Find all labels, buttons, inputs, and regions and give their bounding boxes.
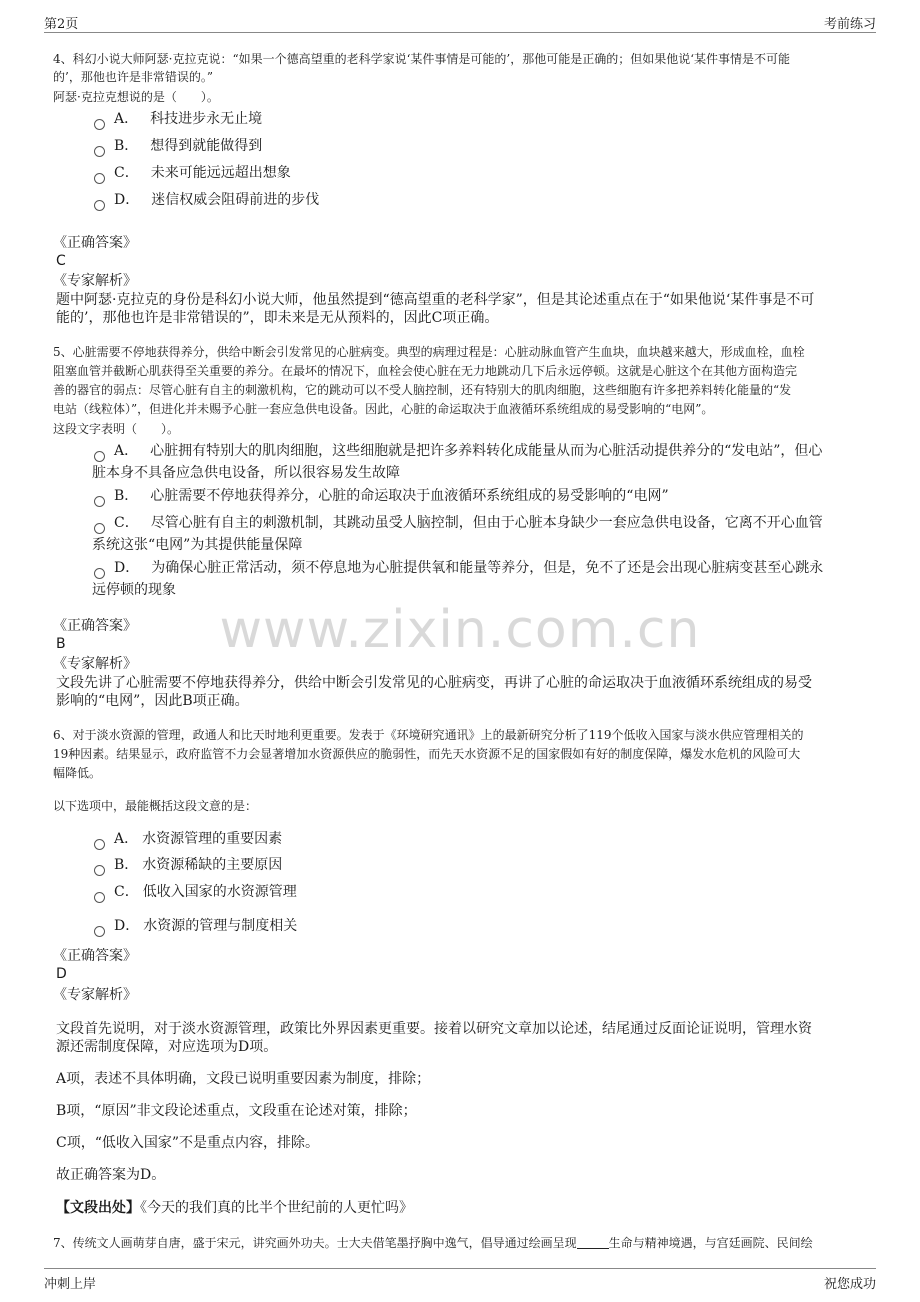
q4-stem-line1: 4、科幻小说大师阿瑟·克拉克说：“如果一个德高望重的老科学家说‘某件事情是可能的’，那他可能是正确的；但如果他说‘某件事情是不可能 [53,52,791,66]
q6-option-c[interactable]: C． 低收入国家的水资源管理 [114,884,297,900]
q6-stem-line4: 以下选项中，最能概括这段文意的是： [53,799,258,813]
q6-answer: D [56,966,67,982]
q4-analysis-line1: 题中阿瑟·克拉克的身份是科幻小说大师，他虽然提到“德高望重的老科学家”，但是其论述重点在于“如果他说‘某件事是不可 [56,292,815,308]
q6-option-d-radio[interactable] [94,926,105,937]
q6-option-c-radio[interactable] [94,892,105,903]
q6-stem-line1: 6、对于淡水资源的管理，政通人和比天时地利更重要。发表于《环境研究通讯》上的最新研究分析了119个低收入国家与淡水供应管理相关的 [53,728,804,742]
q6-stem-line2: 19种因素。结果显示，政府监管不力会显著增加水资源供应的脆弱性，而先天水资源不足的国家假如有好的制度保障，爆发水危机的风险可大 [53,747,801,761]
q5-stem-line4: 电站（线粒体）”，但进化并未赐予心脏一套应急供电设备。因此，心脏的命运取决于血液循环系统组成的易受影响的“电网”。 [53,402,714,416]
q4-stem-line2: 的’，那他也许是非常错误的。” [53,70,213,84]
q5-option-a-line1[interactable]: A． 心脏拥有特别大的肌肉细胞，这些细胞就是把许多养料转化成能量从而为心脏活动提供养分的“发电站”，但心 [114,443,823,459]
q6-analysis-option-c: C项，“低收入国家”不是重点内容，排除。 [56,1135,320,1151]
q5-stem-line1: 5、心脏需要不停地获得养分，供给中断会引发常见的心脏病变。典型的病理过程是：心脏动脉血管产生血块，血块越来越大，形成血栓，血栓 [53,345,805,359]
q6-stem-line3: 幅降低。 [53,766,102,780]
q6-option-a-radio[interactable] [94,839,105,850]
q4-analysis-heading: 《专家解析》 [53,273,137,289]
q5-option-d-line1[interactable]: D． 为确保心脏正常活动，须不停息地为心脏提供氧和能量等养分，但是，免不了还是会出现心脏病变甚至心跳永 [114,560,824,576]
q5-option-c-line1[interactable]: C． 尽管心脏有自主的刺激机制，其跳动虽受人脑控制，但由于心脏本身缺少一套应急供电设备，它离不开心血管 [114,515,823,531]
header-title: 考前练习 [823,17,876,32]
q4-option-c-radio[interactable] [94,173,105,184]
q4-stem-line3: 阿瑟·克拉克想说的是（ ）。 [53,90,219,104]
q6-analysis-heading: 《专家解析》 [53,987,137,1003]
q6-option-b-radio[interactable] [94,865,105,876]
q4-option-d[interactable]: D． 迷信权威会阻碍前进的步伐 [114,192,320,208]
footer-right: 祝您成功 [823,1277,876,1292]
q5-stem-line3: 善的器官的弱点：尽管心脏有自主的刺激机构，它的跳动可以不受人脑控制，还有特别大的肌肉细胞，这些细胞有许多把养料转化能量的“发 [53,383,792,397]
q4-option-a[interactable]: A． 科技进步永无止境 [114,111,263,127]
footer-left: 冲刺上岸 [44,1277,97,1292]
q6-option-a[interactable]: A． 水资源管理的重要因素 [114,831,283,847]
q5-option-a-line2[interactable]: 脏本身不具备应急供电设备，所以很容易发生故障 [92,465,400,481]
q5-option-c-radio[interactable] [94,523,105,534]
q6-option-b[interactable]: B． 水资源稀缺的主要原因 [114,857,283,873]
page-header [44,10,876,33]
q5-analysis-line2: 影响的“电网”，因此B项正确。 [56,693,249,709]
q6-source-title: 《今天的我们真的比半个世纪前的人更忙吗》 [140,1200,413,1216]
q5-option-a-radio[interactable] [94,451,105,462]
q5-stem-line2: 阻塞血管并截断心肌获得至关重要的养分。在最坏的情况下，血栓会使心脏在无力地跳动几下后永远停顿。这就是心脏这个在其他方面构造完 [53,364,798,378]
q5-answer-heading: 《正确答案》 [53,618,137,634]
q6-analysis-option-a: A项，表述不具体明确，文段已说明重要因素为制度，排除； [56,1071,431,1087]
q5-stem-line5: 这段文字表明（ ）。 [53,422,180,436]
q7-blank[interactable] [577,1236,609,1249]
q5-analysis-heading: 《专家解析》 [53,656,137,672]
q4-option-d-radio[interactable] [94,200,105,211]
watermark: www.zixin.com.cn [219,600,701,660]
q6-answer-heading: 《正确答案》 [53,948,137,964]
q4-option-b[interactable]: B． 想得到就能做得到 [114,138,263,154]
q4-option-b-radio[interactable] [94,146,105,157]
page-footer [44,1268,876,1291]
q4-answer: C [56,253,66,269]
q5-option-d-line2[interactable]: 远停顿的现象 [92,582,176,598]
q5-option-b-line1[interactable]: B． 心脏需要不停地获得养分，心脏的命运取决于血液循环系统组成的易受影响的“电网” [114,488,669,504]
q6-source-tag: 【文段出处】 [56,1200,140,1216]
q7-stem-line1: 7、传统文人画萌芽自唐，盛于宋元，讲究画外功夫。士大夫借笔墨抒胸中逸气，倡导通过绘画呈现 生命与精神境遇，与宫廷画院、民间绘 [53,1236,813,1250]
q5-option-b-radio[interactable] [94,496,105,507]
q5-option-d-radio[interactable] [94,568,105,579]
q4-option-a-radio[interactable] [94,119,105,130]
q4-analysis-line2: 能的’，那他也许是非常错误的”，即未来是无从预料的，因此C项正确。 [56,310,499,326]
q6-analysis-option-b: B项，“原因”非文段论述重点，文段重在论述对策，排除； [56,1103,417,1119]
q4-option-c[interactable]: C． 未来可能远远超出想象 [114,165,291,181]
q4-answer-heading: 《正确答案》 [53,235,137,251]
q5-answer: B [56,636,66,652]
q6-option-d[interactable]: D． 水资源的管理与制度相关 [114,918,298,934]
q6-analysis-line2: 源还需制度保障，对应选项为D项。 [56,1039,278,1055]
q6-conclusion: 故正确答案为D。 [56,1167,166,1183]
q6-analysis-line1: 文段首先说明，对于淡水资源管理，政策比外界因素更重要。接着以研究文章加以论述，结尾通过反面论证说明，管理水资 [56,1021,812,1037]
q5-analysis-line1: 文段先讲了心脏需要不停地获得养分，供给中断会引发常见的心脏病变，再讲了心脏的命运取决于血液循环系统组成的易受 [56,675,812,691]
q6-source [56,1198,413,1218]
q5-option-c-line2[interactable]: 系统这张“电网”为其提供能量保障 [92,537,303,553]
page-number: 第2页 [44,17,79,32]
